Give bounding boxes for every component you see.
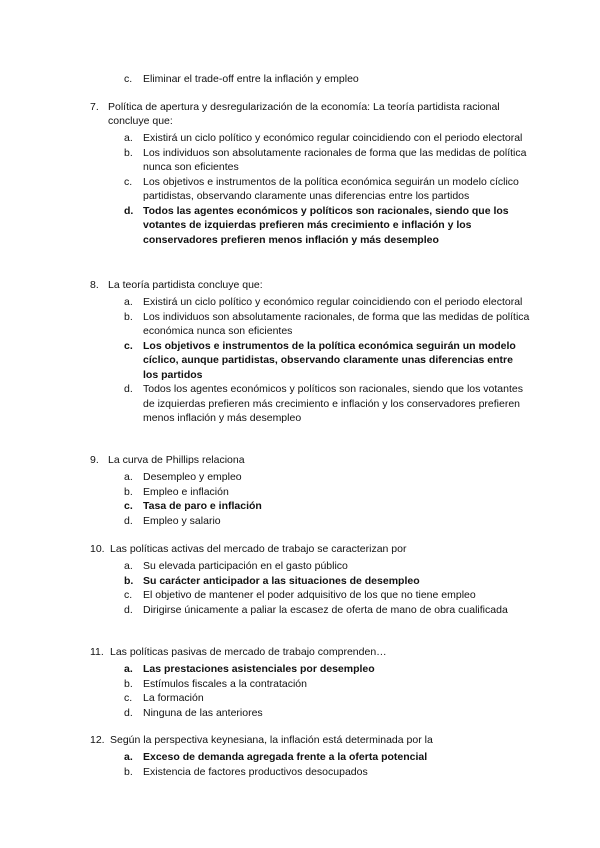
option-letter: d.: [124, 514, 133, 527]
question-12: 12. Según la perspectiva keynesiana, la inflación está determinada por la a. Exceso de demanda agregada frente a la oferta potencial b. Existencia de factores productivos desocupados: [90, 733, 530, 779]
option-letter: d.: [124, 706, 133, 719]
option-letter: b.: [124, 574, 134, 587]
option-text: Exceso de demanda agregada frente a la oferta potencial: [143, 751, 428, 763]
option-item: [124, 295, 530, 310]
question-text: La curva de Phillips relaciona: [108, 454, 245, 466]
option-letter: d.: [124, 383, 133, 395]
option-text: Los individuos son absolutamente racionales, de forma que las medidas de política económica nunca son eficientes: [143, 310, 530, 337]
option-item-answer: [124, 750, 530, 765]
option-letter: c.: [124, 589, 133, 601]
option-text: Su elevada participación en el gasto público: [143, 560, 348, 572]
option-item: [124, 691, 530, 706]
question-9: [90, 453, 530, 528]
option-text: Los individuos son absolutamente racionales de forma que las medidas de política nunca son eficientes: [143, 146, 527, 173]
option-letter: a.: [124, 132, 133, 144]
option-letter: c.: [124, 339, 133, 352]
option-text: Existirá un ciclo político y económico regular coincidiendo con el periodo electoral: [143, 296, 523, 308]
question-number: 8.: [90, 279, 99, 291]
option-text: Los objetivos e instrumentos de la política económica seguirán un modelo cíclico, aunque partidistas, observando claramente unas diferencias entre los partidos: [143, 339, 516, 381]
option-text: Existencia de factores productivos desocupados: [143, 765, 368, 778]
option-letter: a.: [124, 560, 133, 572]
option-text: Empleo e inflación: [143, 485, 229, 498]
option-text: Empleo y salario: [143, 514, 221, 527]
option-text: Todos las agentes económicos y políticos son racionales, siendo que los votantes de izquierdas prefieren más crecimiento e inflación y los conservadores prefieren menos inflación y más desempleo: [143, 204, 509, 246]
option-item: [124, 146, 530, 175]
option-item: [124, 470, 530, 485]
option-item: [124, 559, 530, 574]
question-11: 11. Las políticas pasivas de mercado de trabajo comprenden… a. Las prestaciones asistenciales por desempleo b. Estímulos fiscales a la contratación c. La formación d. Ninguna de las anteriores: [90, 645, 530, 720]
option-letter: b.: [124, 765, 133, 778]
option-item-answer: [124, 499, 530, 514]
option-text: Tasa de paro e inflación: [143, 500, 262, 512]
option-letter: b.: [124, 485, 133, 498]
option-text: Eliminar el trade-off entre la inflación y empleo: [143, 73, 359, 85]
option-text: El objetivo de mantener el poder adquisitivo de los que no tiene empleo: [143, 589, 476, 601]
option-text: Los objetivos e instrumentos de la política económica seguirán un modelo cíclico partidistas, observando claramente unas diferencias entre los partidos: [143, 175, 519, 202]
question-text: La teoría partidista concluye que:: [108, 279, 263, 291]
option-letter: a.: [124, 663, 133, 675]
option-item: [124, 310, 530, 339]
option-letter: b.: [124, 310, 133, 323]
option-item: [124, 706, 530, 721]
option-letter: c.: [124, 175, 133, 188]
option-text: Existirá un ciclo político y económico regular coincidiendo con el periodo electoral: [143, 132, 523, 144]
question-text: Política de apertura y desregularización de la economía: La teoría partidista racional concluye que:: [108, 101, 500, 127]
option-item: [124, 382, 530, 426]
option-item-answer: [124, 204, 530, 248]
question-10: 10. Las políticas activas del mercado de trabajo se caracterizan por a. Su elevada participación en el gasto público b. Su carácter anticipador a las situaciones de desempleo c. El objetivo de mantener el poder adquisitivo de los que no tiene empleo d. Dirigirse únicamente a paliar la escasez de oferta de mano de obra cualificada: [90, 542, 530, 617]
option-text: Las prestaciones asistenciales por desempleo: [143, 663, 375, 675]
option-item: [124, 485, 530, 500]
option-item: [124, 131, 530, 146]
option-item: [124, 175, 530, 204]
option-letter: b.: [124, 677, 133, 690]
option-text: Desempleo y empleo: [143, 471, 242, 483]
option-letter: c.: [124, 500, 133, 512]
question-text: Según la perspectiva keynesiana, la inflación está determinada por la: [110, 734, 433, 746]
option-item: [124, 765, 530, 780]
option-letter: d.: [124, 603, 133, 616]
option-letter: a.: [124, 751, 133, 763]
option-item: [124, 588, 530, 603]
option-text: Todos los agentes económicos y políticos son racionales, siendo que los votantes de izquierdas prefieren más crecimiento e inflación y los conservadores prefieren menos inflación y más desempleo: [143, 383, 523, 424]
option-letter: a.: [124, 296, 133, 308]
option-item: [124, 514, 530, 529]
list-item-lead: [124, 72, 359, 87]
option-item: [124, 603, 530, 618]
option-text: La formación: [143, 692, 204, 704]
question-7: [90, 100, 530, 247]
option-letter: c.: [124, 73, 133, 85]
option-letter: d.: [124, 204, 134, 217]
option-text: Su carácter anticipador a las situaciones de desempleo: [143, 574, 420, 587]
option-letter: b.: [124, 146, 133, 159]
option-item: [124, 677, 530, 692]
option-item-answer: [124, 574, 530, 589]
option-item-answer: [124, 339, 530, 383]
option-item-answer: [124, 662, 530, 677]
option-text: Ninguna de las anteriores: [143, 706, 263, 719]
question-number: 7.: [90, 101, 99, 113]
question-text: Las políticas pasivas de mercado de trabajo comprenden…: [110, 646, 387, 658]
question-number: 9.: [90, 454, 99, 466]
option-text: Dirigirse únicamente a paliar la escasez de oferta de mano de obra cualificada: [143, 603, 508, 616]
question-text: Las políticas activas del mercado de trabajo se caracterizan por: [110, 543, 407, 555]
option-letter: c.: [124, 692, 133, 704]
option-text: Estímulos fiscales a la contratación: [143, 677, 307, 690]
option-letter: a.: [124, 471, 133, 483]
question-8: [90, 278, 530, 426]
